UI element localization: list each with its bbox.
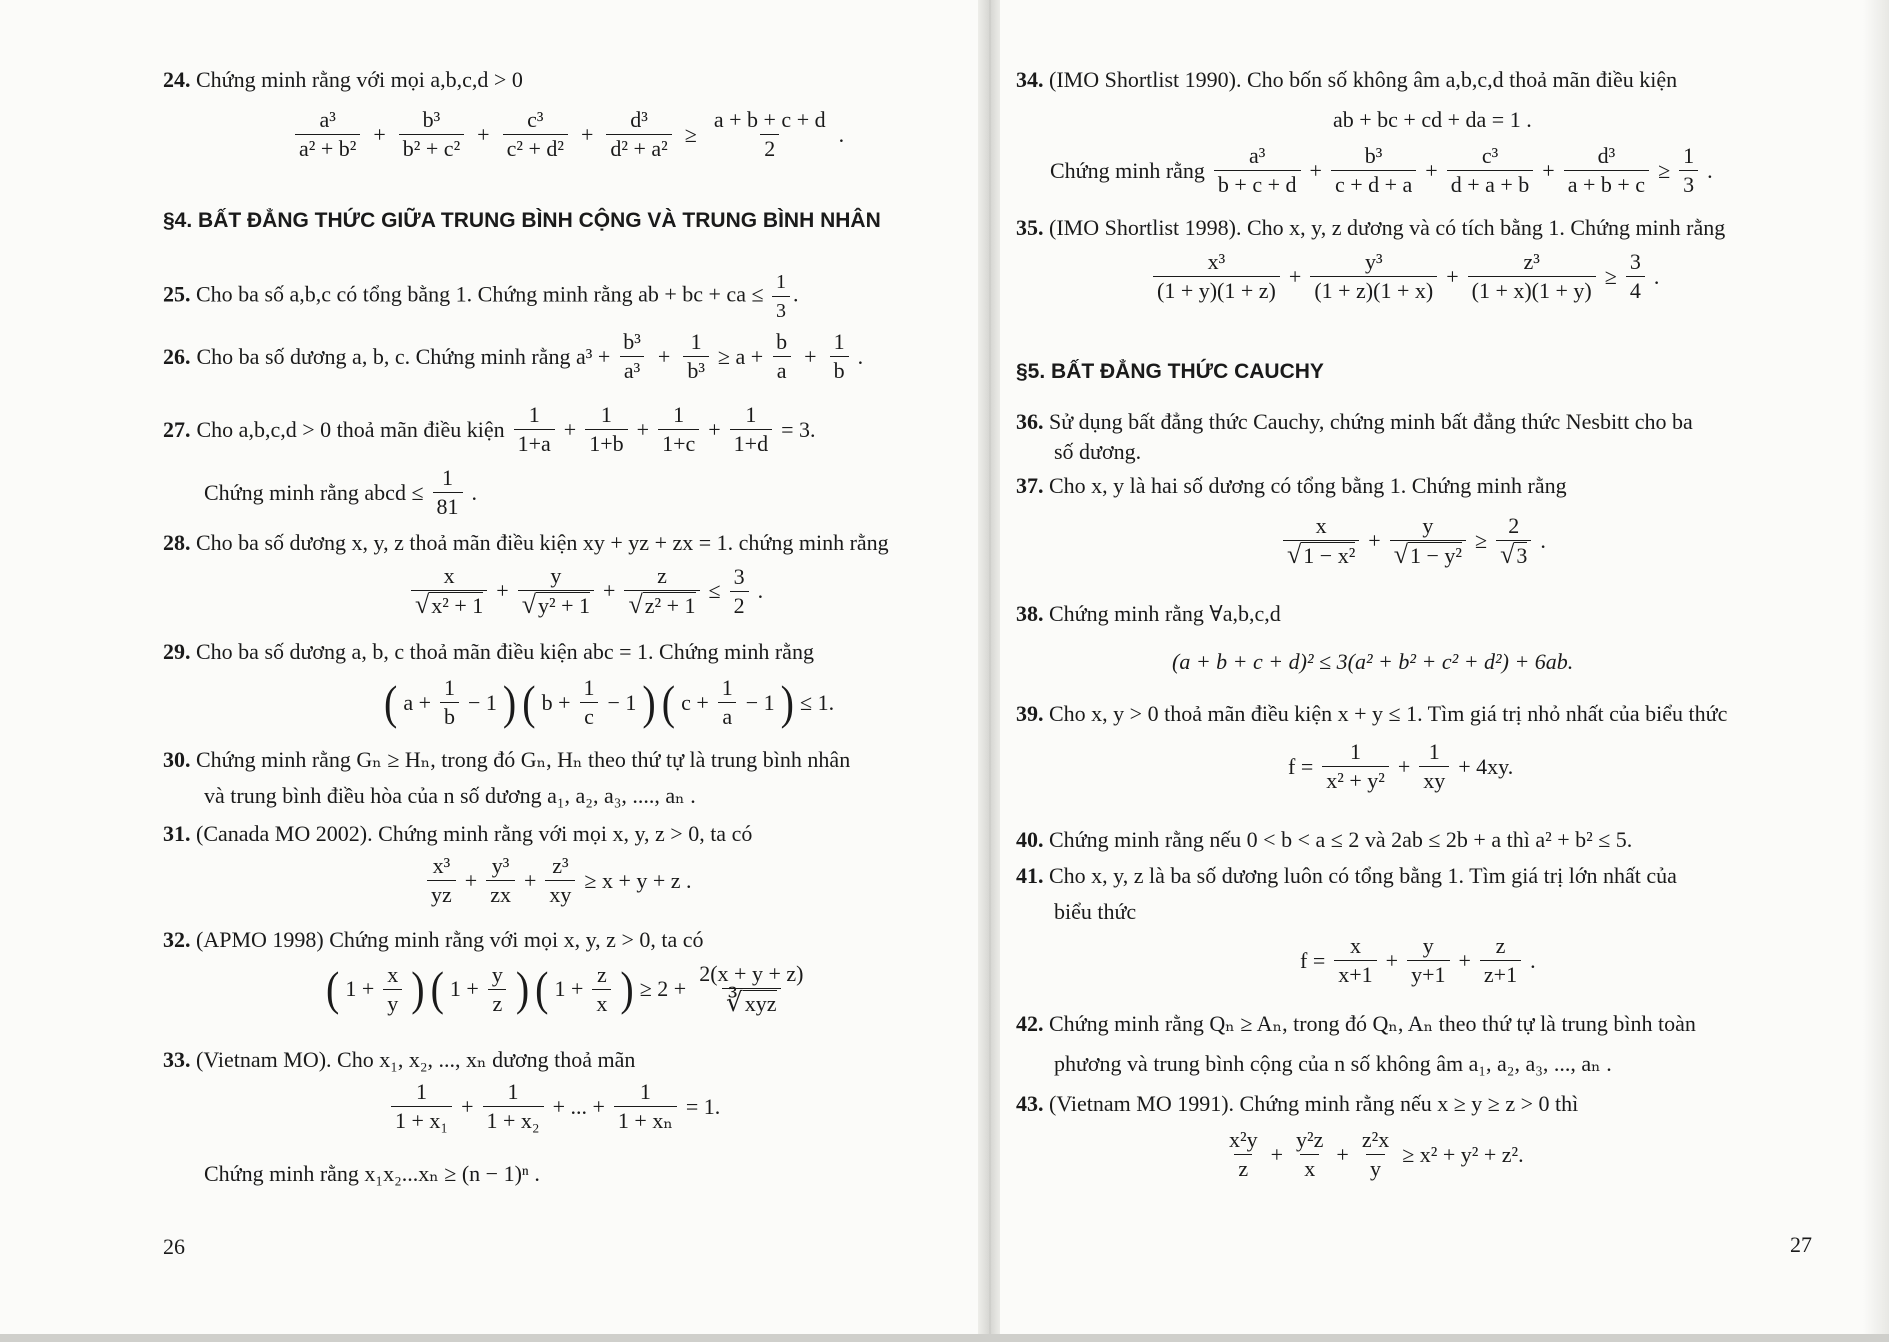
problem-26: 26. Cho ba số dương a, b, c. Chứng minh rằng a³ + $\frac{\text{b³}}{\text{a³}}$ + $\frac{1}{\text{b³}}$ ≥ a + $\frac{b}{a}$ + $\frac{1}{b}$ .	[163, 329, 864, 383]
section-4-heading: §4. BẤT ĐẲNG THỨC GIỮA TRUNG BÌNH CỘNG VÀ TRUNG BÌNH NHÂN	[163, 209, 881, 232]
problem-37-formula: $\frac{x}{\text{√1 − x²}}$ + $\frac{y}{\text{√1 − y²}}$ ≥ $\frac{2}{√3}$ .	[1280, 514, 1546, 568]
problem-29: 29. Cho ba số dương a, b, c thoả mãn điều kiện abc = 1. Chứng minh rằng	[163, 639, 814, 664]
problem-31: 31. (Canada MO 2002). Chứng minh rằng với mọi x, y, z > 0, ta có	[163, 821, 753, 846]
right-page	[1000, 0, 1889, 1342]
problem-30: 30. Chứng minh rằng Gₙ ≥ Hₙ, trong đó Gₙ, Hₙ theo thứ tự là trung bình nhân	[163, 747, 851, 772]
problem-30-cont: và trung bình điều hòa của n số dương a₁, a₂, a₃, ...., aₙ .	[204, 783, 696, 808]
problem-35-formula: $\frac{\text{x³}}{(1 + y)(1 + z)}$ + $\frac{\text{y³}}{(1 + z)(1 + x)}$ + $\frac{\text{z³}}{(1 + x)(1 + y)}$ ≥ $\frac{3}{4}$ .	[1150, 250, 1659, 303]
problem-24-formula: $\frac{\text{a³}}{\text{a² + b²}}$ + $\frac{\text{b³}}{\text{b² + c²}}$ + $\frac{\text{c³}}{\text{c² + d²}}$ + $\frac{\text{d³}}{\text{d² + a²}}$ ≥ $\frac{a + b + c + d}{2}$ .	[292, 108, 844, 161]
problem-28-formula: $\frac{x}{\text{√x² + 1}}$ + $\frac{y}{\text{√y² + 1}}$ + $\frac{z}{\text{√z² + 1}}$ ≤ $\frac{3}{2}$ .	[408, 564, 763, 618]
problem-40: 40. Chứng minh rằng nếu 0 < b < a ≤ 2 và 2ab ≤ 2b + a thì a² + b² ≤ 5.	[1016, 827, 1633, 852]
page-edge-bottom	[0, 1334, 1889, 1342]
problem-43: 43. (Vietnam MO 1991). Chứng minh rằng nếu x ≥ y ≥ z > 0 thì	[1016, 1091, 1579, 1116]
page-gutter	[978, 0, 1002, 1342]
problem-34: 34. (IMO Shortlist 1990). Cho bốn số không âm a,b,c,d thoả mãn điều kiện	[1016, 67, 1678, 92]
problem-41-formula: f = $\frac{x}{x+1}$ + $\frac{y}{y+1}$ + $\frac{z}{z+1}$ .	[1300, 933, 1536, 987]
problem-24	[163, 66, 523, 94]
problem-text: Chứng minh rằng với mọi a,b,c,d > 0	[196, 67, 523, 92]
problem-36: 36. Sử dụng bất đẳng thức Cauchy, chứng minh bất đẳng thức Nesbitt cho ba	[1016, 409, 1693, 434]
problem-35: 35. (IMO Shortlist 1998). Cho x, y, z dương và có tích bằng 1. Chứng minh rằng	[1016, 215, 1726, 240]
problem-41: 41. Cho x, y, z là ba số dương luôn có tổng bằng 1. Tìm giá trị lớn nhất của	[1016, 863, 1677, 888]
problem-36-cont: số dương.	[1054, 439, 1142, 464]
problem-25: 25. Cho ba số a,b,c có tổng bằng 1. Chứng minh rằng ab + bc + ca ≤ $\frac{1}{3}$ .	[163, 271, 799, 322]
problem-28: 28. Cho ba số dương x, y, z thoả mãn điều kiện xy + yz + zx = 1. chứng minh rằng	[163, 530, 889, 555]
problem-41-cont: biểu thức	[1054, 899, 1137, 924]
problem-39: 39. Cho x, y > 0 thoả mãn điều kiện x + y ≤ 1. Tìm giá trị nhỏ nhất của biểu thức	[1016, 701, 1728, 726]
problem-33-formula: $\frac{1}{\text{1 + x₁}}$ + $\frac{1}{\text{1 + x₂}}$ + ... + $\frac{1}{\text{1 + xₙ}}$ = 1.	[388, 1080, 720, 1133]
problem-34-condition: ab + bc + cd + da = 1 .	[1333, 107, 1532, 132]
problem-43-formula: $\frac{\text{x²y}}{z}$ + $\frac{\text{y²z}}{x}$ + $\frac{\text{z²x}}{y}$ ≥ x² + y² + z².	[1229, 1127, 1524, 1181]
page-edge-right	[1863, 0, 1889, 1342]
problem-42: 42. Chứng minh rằng Qₙ ≥ Aₙ, trong đó Qₙ, Aₙ theo thứ tự là trung bình toàn	[1016, 1011, 1696, 1036]
section-5-heading: §5. BẤT ĐẲNG THỨC CAUCHY	[1016, 360, 1324, 383]
page-number-left: 26	[163, 1234, 185, 1259]
problem-number: 24.	[163, 67, 191, 92]
problem-29-formula: ( a + $\frac{1}{b}$ − 1 ) ( b + $\frac{1}{c}$ − 1 ) ( c + $\frac{1}{a}$ − 1 ) ≤ 1.	[384, 674, 835, 729]
problem-37: 37. Cho x, y là hai số dương có tổng bằng 1. Chứng minh rằng	[1016, 473, 1567, 498]
problem-42-cont: phương và trung bình cộng của n số không âm a₁, a₂, a₃, ..., aₙ .	[1054, 1051, 1612, 1076]
problem-39-formula: f = $\frac{1}{\text{x² + y²}}$ + $\frac{1}{xy}$ + 4xy.	[1288, 739, 1514, 793]
page-number-right: 27	[1790, 1232, 1812, 1257]
problem-38-formula: (a + b + c + d)² ≤ 3(a² + b² + c² + d²) + 6ab.	[1172, 649, 1574, 674]
problem-33-cont: Chứng minh rằng x₁x₂...xₙ ≥ (n − 1)ⁿ .	[204, 1161, 540, 1186]
problem-32: 32. (APMO 1998) Chứng minh rằng với mọi x, y, z > 0, ta có	[163, 927, 704, 952]
problem-31-formula: $\frac{\text{x³}}{yz}$ + $\frac{\text{y³}}{zx}$ + $\frac{\text{z³}}{xy}$ ≥ x + y + z .	[424, 854, 692, 907]
problem-34-formula: Chứng minh rằng $\frac{\text{a³}}{b + c + d}$ + $\frac{\text{b³}}{c + d + a}$ + $\frac{\text{c³}}{d + a + b}$ + $\frac{\text{d³}}{a + b + c}$ ≥ $\frac{1}{3}$ .	[1050, 143, 1713, 197]
problem-27: 27. Cho a,b,c,d > 0 thoả mãn điều kiện $\frac{1}{1+a}$ + $\frac{1}{1+b}$ + $\frac{1}{1+c}$ + $\frac{1}{1+d}$ = 3.	[163, 402, 816, 456]
problem-33: 33. (Vietnam MO). Cho x₁, x₂, ..., xₙ dương thoả mãn	[163, 1047, 636, 1072]
problem-32-formula: ( 1 + $\frac{x}{y}$ ) ( 1 + $\frac{y}{z}$ ) ( 1 + $\frac{z}{x}$ ) ≥ 2 + $\frac{2(x + y + z)}{\text{∛xyz}}$	[326, 961, 804, 1017]
problem-27-cont: Chứng minh rằng abcd ≤ $\frac{1}{81}$ .	[204, 465, 478, 519]
problem-38: 38. Chứng minh rằng ∀a,b,c,d	[1016, 601, 1281, 626]
